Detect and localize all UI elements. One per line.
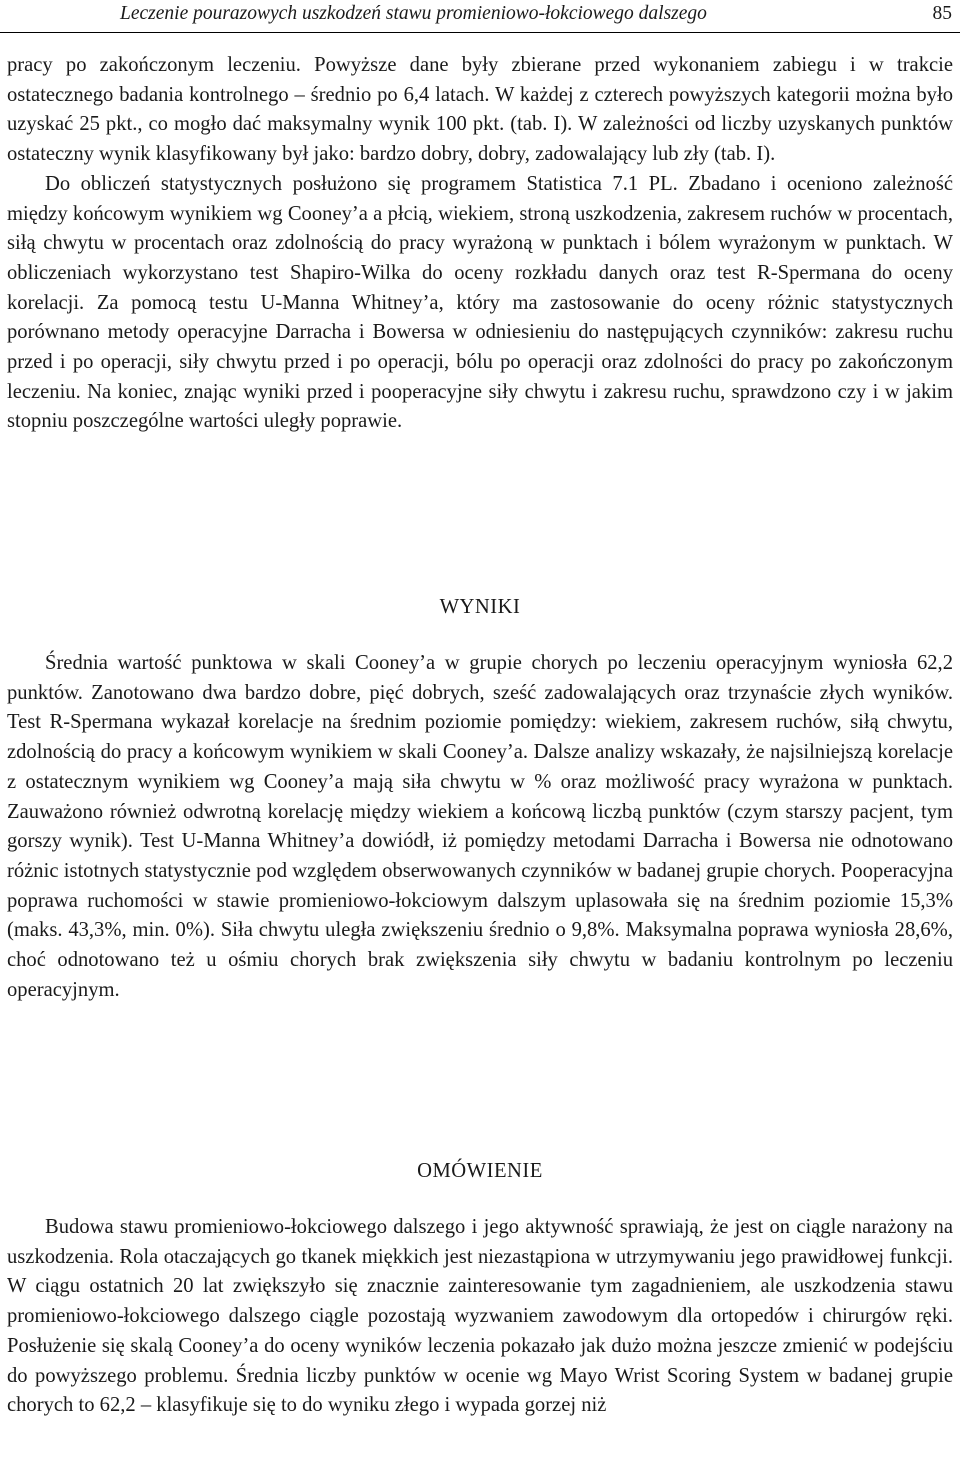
discussion-section — [7, 1213, 953, 1421]
results-paragraph: Średnia wartość punktowa w skali Cooney’a w grupie chorych po leczeniu operacyjnym wyniosła 62,2 punktów. Zanotowano dwa bardzo dobre, pięć dobrych, sześć zadowalających oraz trzynaście złych wyników. Test R-Spermana wykazał korelacje na średnim poziomie pomiędzy: wiekiem, zakresem ruchów, siłą chwytu, zdolnością do pracy a końcowym wynikiem w skali Cooney’a. Dalsze analizy wskazały, że najsilniejszą korelacje z ostatecznym wynikiem wg Cooney’a mają siła chwytu w % oraz możliwość pracy wyrażona w punktach. Zauważono również odwrotną korelację między wiekiem a końcową liczbą punktów (czym starszy pacjent, tym gorszy wynik). Test U-Manna Whitney’a dowiódł, iż pomiędzy metodami Darracha i Bowersa nie odnotowano różnic istotnych statystycznie pod względem obserwowanych czynników w badanej grupie chorych. Pooperacyjna poprawa ruchomości w stawie promieniowo-łokciowym dalszym uplasowała się na średnim poziomie 15,3% (maks. 43,3%, min. 0%). Siła chwytu uległa zwiększeniu średnio o 9,8%. Maksymalna poprawa wyniosła 28,6%, choć odnotowano też u ośmiu chorych brak zwiększenia siły chwytu w badaniu kontrolnym po leczeniu operacyjnym. — [7, 652, 953, 1001]
discussion-paragraph: Budowa stawu promieniowo-łokciowego dalszego i jego aktywność sprawiają, że jest on ciągle narażony na uszkodzenia. Rola otaczających go tkanek miękkich jest niezastąpiona w utrzymywaniu jego prawidłowej funkcji. W ciągu ostatnich 20 lat zwiększyło się znacznie zainteresowanie tym zagadnieniem, ale uszkodzenia stawu promieniowo-łokciowego dalszego ciągle pozostają wyzwaniem zawodowym dla ortopedów i chirurgów ręki. Posłużenie się skalą Cooney’a do oceny wyników leczenia pokazało jak dużo można jeszcze zmienić w podejściu do powyższego problemu. Średnia liczby punktów w ocenie wg Mayo Wrist Scoring System w badanej grupie chorych to 62,2 – klasyfikuje się to do wyniku złego i wypada gorzej niż — [7, 1216, 953, 1417]
page-number: 85 — [932, 3, 952, 24]
methods-paragraph-2: Do obliczeń statystycznych posłużono się programem Statistica 7.1 PL. Zbadano i oceniono zależność między końcowym wynikiem wg Cooney’a a płcią, wiekiem, stroną uszkodzenia, zakresem ruchów w procentach, siłą chwytu w procentach oraz zdolnością do pracy wyrażoną w punktach i bólem wyrażonym w punktach. W obliczeniach wykorzystano test Shapiro-Wilka do oceny rozkładu danych oraz test R-Spermana do oceny korelacji. Za pomocą testu U-Manna Whitney’a, który ma zastosowanie do oceny różnic statystycznych porównano metody operacyjne Darracha i Bowersa w odniesieniu do następujących czynników: zakresu ruchu przed i po operacji, siły chwytu przed i po operacji, bólu po operacji oraz zdolności do pracy po zakończonym leczeniu. Na koniec, znając wyniki przed i pooperacyjne siły chwytu i zakresu ruchu, sprawdzono czy i w jakim stopniu poszczególne wartości uległy poprawie. — [7, 172, 953, 433]
results-section — [7, 649, 953, 1005]
results-heading: WYNIKI — [439, 596, 521, 618]
running-header — [0, 0, 960, 33]
running-title: Leczenie pourazowych uszkodzeń stawu promieniowo-łokciowego dalszego — [120, 3, 707, 24]
discussion-heading: OMÓWIENIE — [417, 1160, 543, 1182]
methods-paragraph-1: pracy po zakończonym leczeniu. Powyższe dane były zbierane przed wykonaniem zabiegu i w trakcie ostatecznego badania kontrolnego – średnio po 6,4 latach. W każdej z czterech powyższych kategorii można było uzyskać 25 pkt., co mogło dać maksymalny wynik 100 pkt. (tab. I). W zależności od liczby uzyskanych punktów ostateczny wynik klasyfikowany był jako: bardzo dobry, dobry, zadowalający lub zły (tab. I). — [7, 54, 953, 166]
methods-section — [7, 51, 953, 437]
